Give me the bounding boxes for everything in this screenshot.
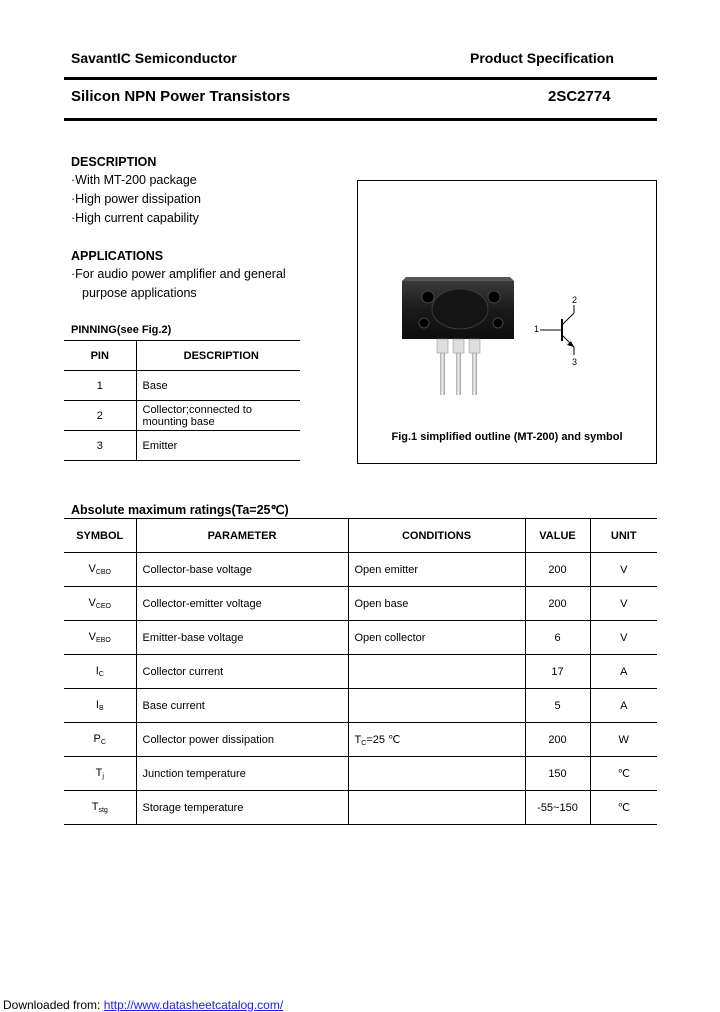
symbol-main: V bbox=[88, 563, 96, 575]
symbol-cell bbox=[64, 655, 136, 689]
symbol-cell bbox=[64, 791, 136, 825]
pinning-title: PINNING(see Fig.2) bbox=[71, 324, 172, 336]
parameter-cell: Collector power dissipation bbox=[136, 723, 348, 757]
pin-col-header: PIN bbox=[64, 341, 136, 371]
col-header-value: VALUE bbox=[525, 519, 590, 553]
unit-cell: W bbox=[590, 723, 657, 757]
unit-cell: ℃ bbox=[590, 757, 657, 791]
applications-list bbox=[71, 265, 286, 303]
parameter-cell: Junction temperature bbox=[136, 757, 348, 791]
symbol-label-collector: 2 bbox=[572, 295, 578, 305]
conditions-cell: Open emitter bbox=[348, 553, 525, 587]
value-cell: -55~150 bbox=[525, 791, 590, 825]
value-cell: 200 bbox=[525, 553, 590, 587]
header-rule-top bbox=[64, 77, 657, 80]
symbol-cell bbox=[64, 553, 136, 587]
parameter-cell: Collector-base voltage bbox=[136, 553, 348, 587]
value-cell: 200 bbox=[525, 723, 590, 757]
symbol-sub: stg bbox=[98, 807, 108, 814]
symbol-sub: C bbox=[100, 739, 106, 746]
parameter-cell: Emitter-base voltage bbox=[136, 621, 348, 655]
parameter-cell: Collector current bbox=[136, 655, 348, 689]
symbol-sub: C bbox=[98, 671, 104, 678]
footer-link[interactable]: http://www.datasheetcatalog.com/ bbox=[103, 998, 284, 1012]
table-row bbox=[64, 401, 300, 431]
symbol-cell bbox=[64, 689, 136, 723]
footer-label: Downloaded from: bbox=[3, 998, 101, 1012]
pin-description-line: mounting base bbox=[142, 415, 215, 428]
parameter-cell: Storage temperature bbox=[136, 791, 348, 825]
symbol-cell bbox=[64, 587, 136, 621]
table-row bbox=[64, 587, 657, 621]
parameter-cell: Collector-emitter voltage bbox=[136, 587, 348, 621]
unit-cell: A bbox=[590, 689, 657, 723]
condition-main: T bbox=[354, 733, 362, 746]
conditions-cell bbox=[348, 791, 525, 825]
symbol-sub: CEO bbox=[95, 603, 111, 610]
symbol-sub: j bbox=[102, 773, 104, 780]
applications-line: ·For audio power amplifier and general bbox=[71, 267, 286, 281]
ratings-table bbox=[64, 518, 657, 825]
symbol-label-emitter: 3 bbox=[572, 357, 578, 367]
value-cell: 17 bbox=[525, 655, 590, 689]
pin-description: Base bbox=[136, 371, 300, 401]
header-rule-bottom bbox=[64, 118, 657, 121]
table-row bbox=[64, 791, 657, 825]
conditions-cell bbox=[348, 655, 525, 689]
unit-cell: V bbox=[590, 587, 657, 621]
table-row bbox=[64, 689, 657, 723]
symbol-main: P bbox=[93, 733, 101, 745]
conditions-cell bbox=[348, 723, 525, 757]
doc-type: Product Specification bbox=[470, 50, 614, 66]
symbol-cell bbox=[64, 757, 136, 791]
condition-rest: =25 ℃ bbox=[366, 733, 401, 746]
pinning-table bbox=[64, 340, 300, 461]
applications-title: APPLICATIONS bbox=[71, 249, 164, 263]
value-cell: 6 bbox=[525, 621, 590, 655]
symbol-main: T bbox=[95, 767, 103, 779]
symbol-main: T bbox=[91, 801, 99, 813]
col-header-parameter: PARAMETER bbox=[136, 519, 348, 553]
symbol-cell bbox=[64, 621, 136, 655]
symbol-sub: B bbox=[98, 705, 104, 712]
pin-number: 1 bbox=[64, 371, 136, 401]
ratings-title: Absolute maximum ratings(Ta=25℃) bbox=[71, 503, 289, 517]
conditions-cell: Open collector bbox=[348, 621, 525, 655]
symbol-main: I bbox=[95, 699, 99, 711]
conditions-cell bbox=[348, 757, 525, 791]
desc-col-header: DESCRIPTION bbox=[136, 341, 300, 371]
symbol-main: I bbox=[95, 665, 99, 677]
applications-line: purpose applications bbox=[82, 286, 197, 300]
pin-description: Emitter bbox=[136, 431, 300, 461]
figure-caption: Fig.1 simplified outline (MT-200) and symbol bbox=[391, 431, 623, 443]
conditions-cell: Open base bbox=[348, 587, 525, 621]
unit-cell: ℃ bbox=[590, 791, 657, 825]
col-header-unit: UNIT bbox=[590, 519, 657, 553]
col-header-symbol: SYMBOL bbox=[64, 519, 136, 553]
parameter-cell: Base current bbox=[136, 689, 348, 723]
unit-cell: V bbox=[590, 621, 657, 655]
value-cell: 200 bbox=[525, 587, 590, 621]
pin-number: 2 bbox=[64, 401, 136, 431]
unit-cell: A bbox=[590, 655, 657, 689]
description-title: DESCRIPTION bbox=[71, 155, 157, 169]
symbol-main: V bbox=[88, 597, 96, 609]
unit-cell: V bbox=[590, 553, 657, 587]
table-row bbox=[64, 621, 657, 655]
description-item: ·With MT-200 package bbox=[71, 173, 197, 187]
table-row bbox=[64, 431, 300, 461]
value-cell: 150 bbox=[525, 757, 590, 791]
table-row bbox=[64, 723, 657, 757]
symbol-label-base: 1 bbox=[534, 324, 540, 334]
col-header-conditions: CONDITIONS bbox=[348, 519, 525, 553]
symbol-sub: CBO bbox=[95, 569, 111, 576]
figure-box bbox=[357, 180, 657, 464]
pin-description bbox=[136, 401, 300, 431]
conditions-cell bbox=[348, 689, 525, 723]
pin-number: 3 bbox=[64, 431, 136, 461]
description-item: ·High power dissipation bbox=[71, 192, 201, 206]
value-cell: 5 bbox=[525, 689, 590, 723]
symbol-sub: EBO bbox=[96, 637, 111, 644]
table-row bbox=[64, 655, 657, 689]
product-line: Silicon NPN Power Transistors bbox=[71, 88, 291, 105]
part-number: 2SC2774 bbox=[548, 88, 611, 105]
description-list bbox=[71, 171, 201, 228]
table-row bbox=[64, 553, 657, 587]
table-row bbox=[64, 371, 300, 401]
symbol-cell bbox=[64, 723, 136, 757]
footer bbox=[3, 998, 283, 1012]
company-name: SavantIC Semiconductor bbox=[71, 50, 237, 66]
table-row bbox=[64, 757, 657, 791]
description-item: ·High current capability bbox=[71, 211, 199, 225]
condition-sub: C bbox=[361, 739, 367, 747]
symbol-main: V bbox=[88, 631, 97, 643]
pin-description-line: Collector;connected to bbox=[142, 403, 252, 416]
